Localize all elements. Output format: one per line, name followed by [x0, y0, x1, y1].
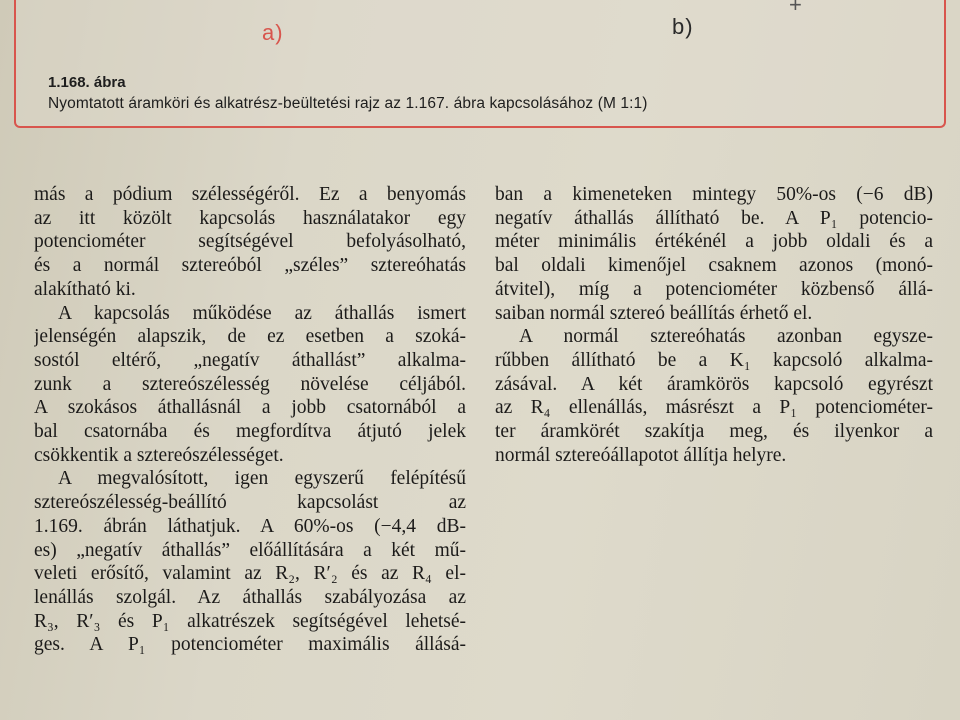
- text-line: veleti erősítő, valamint az R₂, R′₂ és az R₄ el-: [34, 563, 466, 585]
- text-line: rűbben állítható be a K₁ kapcsoló alkalma-: [495, 349, 933, 371]
- text-line: ter áramkörét szakítja meg, és ilyenkor a: [495, 421, 933, 443]
- figure-panel-label-b: b): [672, 14, 694, 39]
- text-line: negatív áthallás állítható be. A P₁ potencio-: [495, 207, 933, 229]
- figure-caption: Nyomtatott áramköri és alkatrész-beültetési rajz az 1.167. ábra kapcsolásához (M 1:1): [48, 95, 648, 112]
- text-line: A szokásos áthallásnál a jobb csatornából a: [34, 397, 466, 419]
- text-line: R₃, R′₃ és P₁ alkatrészek segítségével lehetsé-: [34, 610, 466, 632]
- text-line: méter minimális értékénél a jobb oldali és a: [495, 231, 933, 253]
- text-line: átvitel), míg a potenciométer közbenső állá-: [495, 278, 933, 300]
- text-line: zásával. A két áramkörös kapcsoló egyrészt: [495, 373, 933, 395]
- text-line: jelenségén alapszik, de ez esetben a szoká-: [34, 326, 466, 348]
- text-line: lenállás szolgál. Az áthallás szabályozása az: [34, 586, 466, 608]
- figure-panel-label-a: a): [262, 20, 284, 45]
- text-line: A normál sztereóhatás azonban egysze-: [519, 326, 933, 348]
- text-line: sztereószélesség-beállító kapcsolást az: [34, 492, 466, 514]
- text-line: az itt közölt kapcsolás használatakor egy: [34, 207, 466, 229]
- text-line: az R₄ ellenállás, másrészt a P₁ potenciométer-: [495, 397, 933, 419]
- figure-plus-mark: +: [789, 0, 802, 17]
- text-line: A megvalósított, igen egyszerű felépítésű: [58, 468, 466, 490]
- text-line: csökkentik a sztereószélességet.: [34, 444, 284, 466]
- text-line: bal csatornába és megfordítva átjutó jelek: [34, 421, 466, 443]
- text-line: es) „negatív áthallás” előállítására a két mű-: [34, 539, 466, 561]
- text-line: más a pódium szélességéről. Ez a benyomás: [34, 184, 466, 205]
- text-line: A kapcsolás működése az áthallás ismert: [58, 302, 466, 324]
- text-line: zunk a sztereószélesség növelése céljából.: [34, 373, 466, 395]
- left-text-column: [34, 183, 466, 657]
- text-line: sostól eltérő, „negatív áthallást” alkalma-: [34, 349, 466, 371]
- text-line: ges. A P₁ potenciométer maximális állásá-: [34, 634, 466, 656]
- text-line: és a normál sztereóból „széles” sztereóhatás: [34, 255, 466, 277]
- figure-number: 1.168. ábra: [48, 74, 126, 91]
- text-line: normál sztereóállapotot állítja helyre.: [495, 444, 787, 466]
- text-line: 1.169. ábrán láthatjuk. A 60%-os (−4,4 dB-: [34, 515, 466, 537]
- text-line: potenciométer segítségével befolyásolható,: [34, 231, 466, 253]
- text-line: alakítható ki.: [34, 278, 136, 300]
- right-text-column: [495, 183, 933, 467]
- text-line: saiban normál sztereó beállítás érhető el.: [495, 302, 813, 324]
- text-line: bal oldali kimenőjel csaknem azonos (monó-: [495, 255, 933, 277]
- text-line: ban a kimeneteken mintegy 50%-os (−6 dB): [495, 184, 933, 205]
